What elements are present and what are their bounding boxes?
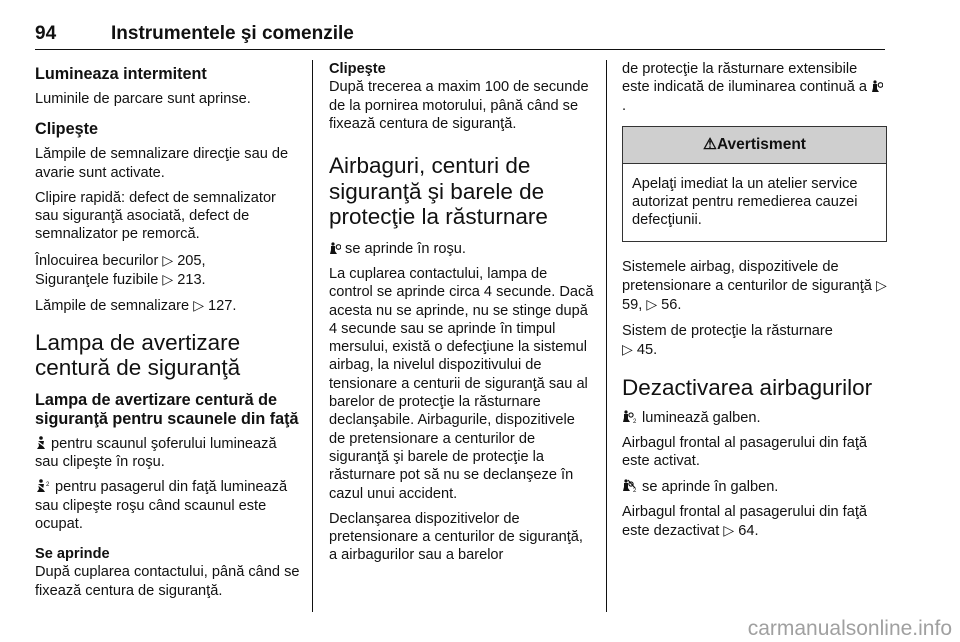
heading-dezactivarea: Dezactivarea airbagurilor [622,375,873,401]
paragraph: Airbagul frontal al pasagerului din faţă este activat. [622,435,868,470]
paragraph: de protecţie la răsturnare extensibile este indicată de iluminarea continuă a . [622,60,887,115]
paragraph: 2 se aprinde în galben. [622,478,887,496]
airbag-on-icon [622,410,638,424]
arrow-icon: ▷ [875,277,887,294]
paragraph: 2 luminează galben. [622,409,887,427]
seatbelt-icon [35,436,47,450]
paragraph: După trecerea a maxim 100 de secunde de la pornirea motorului, până când se fixează centura de siguranţă. [329,79,589,132]
page-header [35,18,885,48]
warning-triangle-icon: ⚠ [703,135,717,153]
paragraph: 2 pentru pasagerul din faţă luminează sau clipeşte roşu când scaunul este ocupat. [35,479,288,532]
heading-lumineaza: Lumineaza intermitent [35,65,207,83]
paragraph: Sistem de protecţie la răsturnare ▷ 45. [622,322,833,358]
paragraph: La cuplarea contactului, lampa de control se aprinde circa 4 secunde. Dacă acesta nu se aprinde, nu se stinge după 4 secunde sau se aprinde în timpul mersului, există o defecţiune la sistemul airbag, la nivelul dispozitivului de tensionare a centurii de siguranţă sau al barelor de protecţie la răsturnare declanşabile. Airbagurile, dispozitivele de pretensionare a centurilor de siguranţă şi barele de protecţie la răsturnare pot să nu se declanşeze în cazul unui accident. [329,265,594,502]
paragraph: Lămpile de semnalizare direcţie sau de avarie sunt activate. [35,146,289,181]
column-right [622,60,887,548]
paragraph: Înlocuirea becurilor ▷ 205, Siguranţele fuzibile ▷ 213. [35,251,206,289]
paragraph: După cuplarea contactului, până când se fixează centura de siguranţă. [35,564,300,599]
airbag-off-icon [622,479,638,493]
page-number: 94 [35,23,57,44]
column-divider [606,60,607,612]
paragraph: Sistemele airbag, dispozitivele de pretensionare a centurilor de siguranţă ▷ 59, ▷ 56. [622,258,887,314]
airbag-icon [871,80,883,93]
arrow-icon: ▷ [723,522,735,539]
paragraph: pentru scaunul şoferului luminează sau clipeşte în roşu. [35,435,277,470]
paragraph: Airbagul frontal al pasagerului din faţă este dezactivat ▷ 64. [622,503,868,540]
svg-text:2: 2 [633,418,637,424]
column-left [35,60,300,607]
column-divider [312,60,313,612]
arrow-icon: ▷ [193,297,204,314]
column-middle [329,60,594,572]
warning-header: ⚠Avertisment [623,127,886,164]
chapter-title: Instrumentele şi comenzile [111,23,354,44]
heading-clipeste: Clipeşte [329,61,386,77]
heading-se-aprinde: Se aprinde [35,546,110,563]
header-rule [35,49,885,50]
heading-lampa-scaune: Lampa de avertizare centură de siguranţă pentru scaunele din faţă [35,390,299,428]
arrow-icon: ▷ [162,251,174,268]
heading-clipeste: Clipeşte [35,120,98,139]
warning-body: Apelaţi imediat la un atelier service autorizat pentru remedierea cauzei defecţiunii. [632,175,858,229]
svg-text:2: 2 [633,487,637,493]
paragraph: se aprinde în roşu. [329,240,594,258]
arrow-icon: ▷ [646,296,658,313]
heading-lampa-avertizare: Lampa de avertizare centură de siguranţă [35,329,241,381]
arrow-icon: ▷ [622,340,633,357]
paragraph: Clipire rapidă: defect de semnalizator sau siguranţă asociată, defect de semnalizator pe remorcă. [35,189,276,243]
paragraph: Declanşarea dispozitivelor de pretensionare a centurilor de siguranţă, a airbagurilor sau a barelor [329,510,583,564]
arrow-icon: ▷ [162,271,174,288]
paragraph: Lămpile de semnalizare ▷ 127. [35,297,237,315]
heading-airbaguri: Airbaguri, centuri de siguranţă şi barele de protecţie la răsturnare [329,153,548,230]
watermark: carmanualsonline.info [747,617,952,640]
airbag-icon [329,242,341,255]
warning-box [622,126,887,242]
paragraph: Luminile de parcare sunt aprinse. [35,91,251,107]
svg-text:2: 2 [46,482,50,489]
seatbelt-passenger-icon [35,479,51,493]
